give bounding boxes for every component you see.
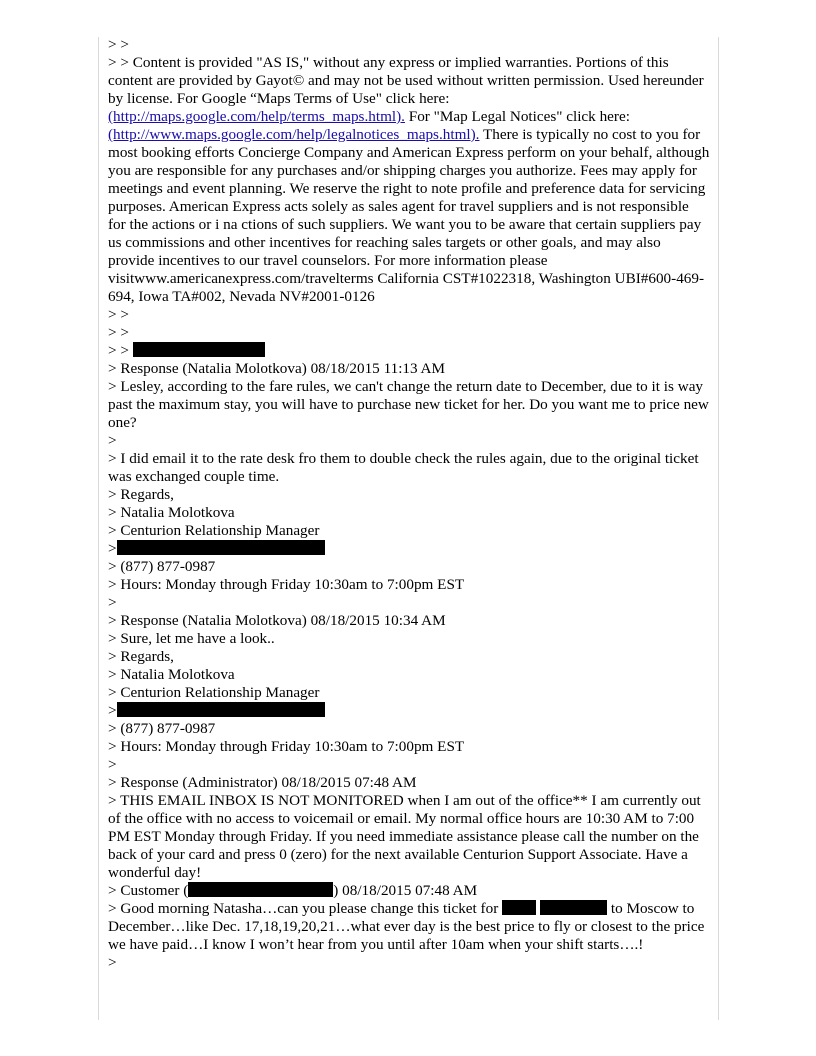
quote-line: > (108, 594, 117, 611)
signature-phone: > (877) 877-0987 (108, 720, 216, 737)
quote-line: > > (108, 36, 129, 53)
maps-terms-link[interactable]: (http://maps.google.com/help/terms_maps.html). (108, 108, 405, 125)
signature-regards: > Regards, (108, 648, 174, 665)
signature-regards: > Regards, (108, 486, 174, 503)
response-body: > I did email it to the rate desk fro them to double check the rules again, due to the original ticket was exchanged couple time. (108, 450, 699, 485)
redaction-block (117, 702, 325, 717)
signature-redacted: > (108, 540, 710, 558)
redaction-block (502, 900, 536, 915)
redaction-block (117, 540, 325, 555)
page-border-right (718, 37, 719, 1020)
disclaimer-text: There is typically no cost to you for most booking efforts Concierge Company and American Express perform on your behalf, although you are responsible for any purchases and/or shipping charges you authorize. Fees may apply for meetings and event planning. We reserve the right to note profile and preference data for servicing purposes. American Express acts solely as sales agent for travel suppliers and is not responsible for the actions or i na ctions of such suppliers. We want you to be aware that certain suppliers pay us commissions and other incentives for reaching sales targets or other goals, and may also provide incentives to our travel counselors. For more information please visitwww.americanexpress.com/travelterms California CST#1022318, Washington UBI#600-469-694, Iowa TA#002, Nevada NV#2001-0126 (108, 126, 710, 305)
redaction-block (188, 882, 333, 897)
quote-line: > (108, 432, 117, 449)
signature-phone: > (877) 877-0987 (108, 558, 216, 575)
legal-notices-link[interactable]: (http://www.maps.google.com/help/legalnotices_maps.html). (108, 126, 480, 143)
signature-name: > Natalia Molotkova (108, 666, 235, 683)
redaction-block (540, 900, 607, 915)
signature-hours: > Hours: Monday through Friday 10:30am to 7:00pm EST (108, 738, 465, 755)
page-border-left (98, 37, 99, 1020)
quote-line: > (108, 756, 117, 773)
quote-line-redacted: > > (108, 342, 710, 360)
disclaimer-paragraph (108, 54, 710, 306)
quote-line: > > (108, 324, 129, 341)
redaction-block (133, 342, 265, 357)
customer-body: > Good morning Natasha…can you please change this ticket for to Moscow to December…like Dec. 17,18,19,20,21…what ever day is the best price to fly or closest to the price we have paid…I know I won’t hear from you until after 10am when your shift starts….! (108, 900, 705, 953)
customer-header: > Customer ( ) 08/18/2015 07:48 AM (108, 882, 478, 899)
signature-hours: > Hours: Monday through Friday 10:30am to 7:00pm EST (108, 576, 465, 593)
signature-name: > Natalia Molotkova (108, 504, 235, 521)
signature-title: > Centurion Relationship Manager (108, 522, 320, 539)
response-header: > Response (Natalia Molotkova) 08/18/2015 10:34 AM (108, 612, 446, 629)
disclaimer-text: For "Map Legal Notices" click here: (404, 108, 630, 125)
response-header: > Response (Administrator) 08/18/2015 07:48 AM (108, 774, 417, 791)
response-header: > Response (Natalia Molotkova) 08/18/2015 11:13 AM (108, 360, 446, 377)
response-body: > Lesley, according to the fare rules, we can't change the return date to December, due to it is way past the maximum stay, you will have to purchase new ticket for her. Do you want me to price new one? (108, 378, 709, 431)
signature-title: > Centurion Relationship Manager (108, 684, 320, 701)
quote-line: > (108, 954, 117, 971)
response-body: > THIS EMAIL INBOX IS NOT MONITORED when I am out of the office** I am currently out of the office with no access to voicemail or email. My normal office hours are 10:30 AM to 7:00 PM EST Monday through Friday. If you need immediate assistance please call the number on the back of your card and press 0 (zero) for the next available Centurion Support Associate. Have a wonderful day! (108, 792, 701, 881)
email-document (108, 36, 710, 972)
quote-line: > > (108, 306, 129, 323)
signature-redacted: > (108, 702, 710, 720)
disclaimer-text: > > Content is provided "AS IS," without any express or implied warranties. Portions of this content are provided by Gayot© and may not be used without written permission. Used hereunder by license. For Google “Maps Terms of Use" click here: (108, 54, 704, 107)
response-body: > Sure, let me have a look.. (108, 630, 275, 647)
